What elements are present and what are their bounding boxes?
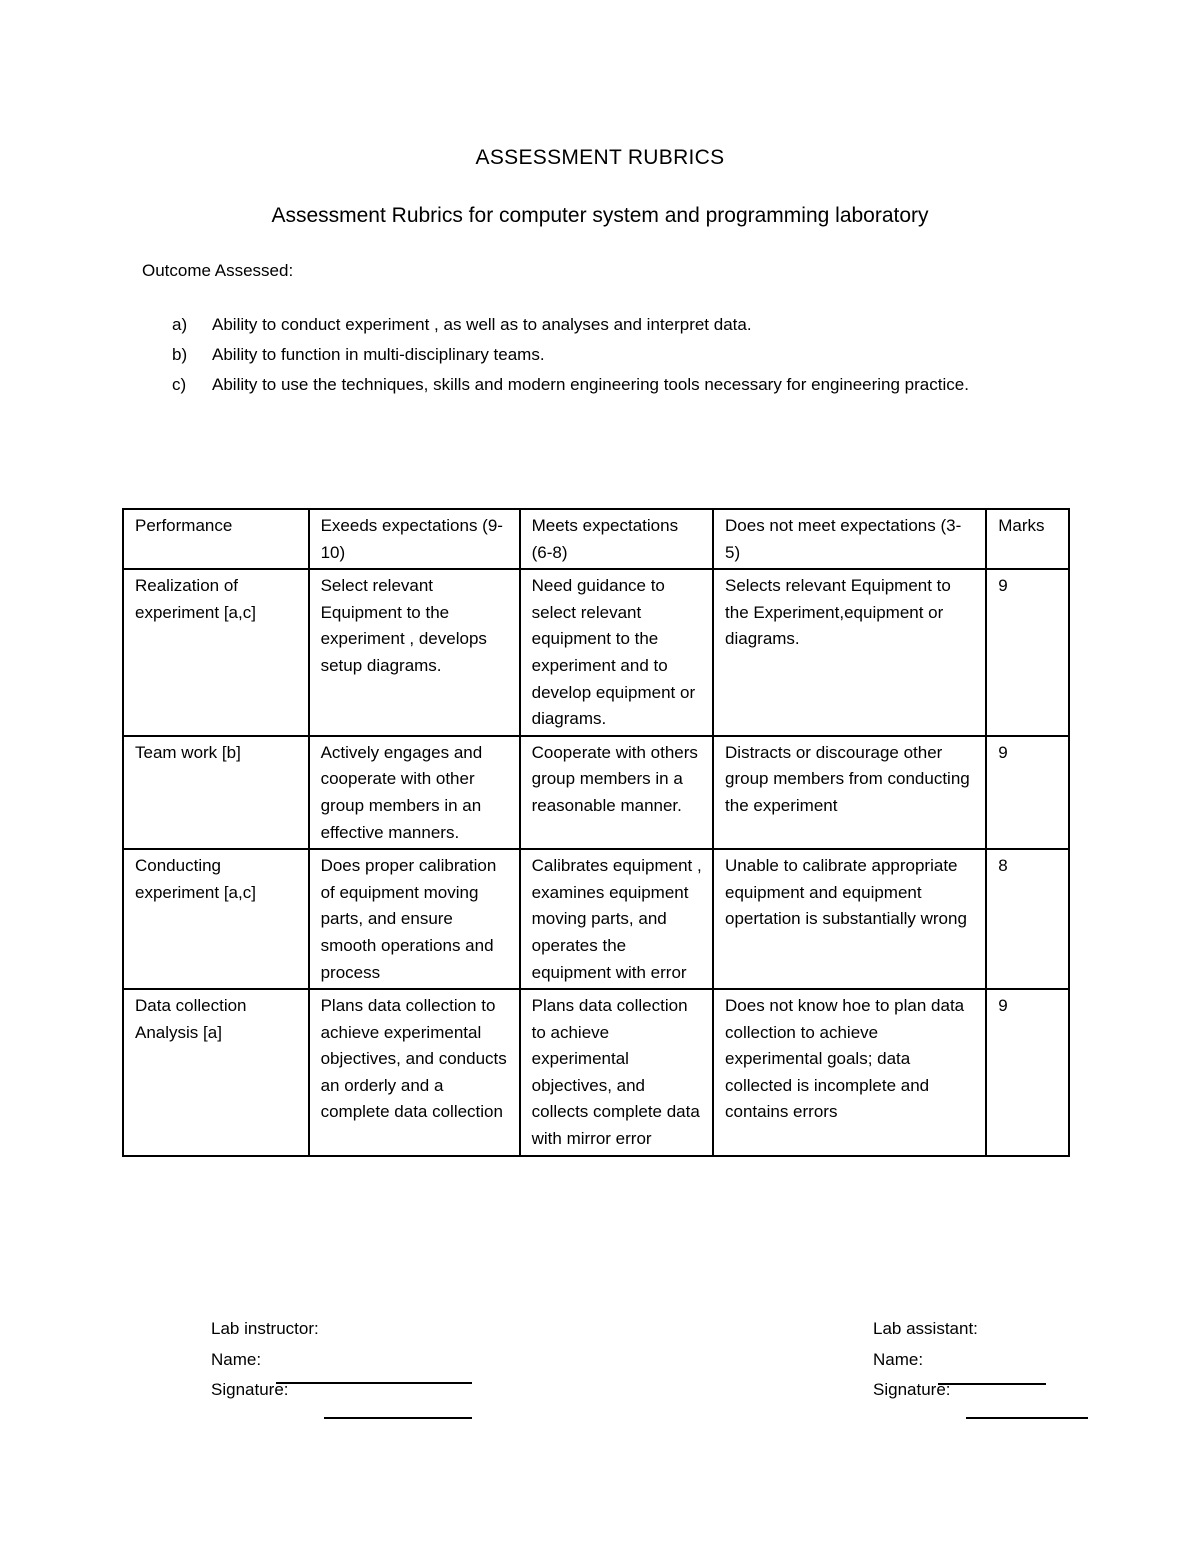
cell-meets: Plans data collection to achieve experimental objectives, and collects complete data with mirror error <box>520 989 713 1156</box>
cell-exceeds: Actively engages and cooperate with other group members in an effective manners. <box>309 736 520 849</box>
outcome-marker: a) <box>172 315 188 334</box>
instructor-role-label: Lab instructor: <box>211 1319 319 1338</box>
assistant-role-label: Lab assistant: <box>873 1319 978 1338</box>
instructor-signature-line-lower <box>324 1417 472 1419</box>
outcome-item-c <box>172 370 1032 400</box>
instructor-name-label: Name: <box>211 1349 262 1369</box>
cell-marks: 8 <box>986 849 1069 989</box>
header-exceeds: Exeeds expectations (9-10) <box>309 509 520 569</box>
table-header-row <box>123 509 1069 569</box>
cell-marks: 9 <box>986 569 1069 736</box>
cell-performance: Conducting experiment [a,c] <box>123 849 309 989</box>
cell-performance: Team work [b] <box>123 736 309 849</box>
outcome-item-b <box>172 340 1032 370</box>
cell-marks: 9 <box>986 736 1069 849</box>
assistant-signature-label: Signature: <box>873 1380 951 1399</box>
outcome-text: Ability to use the techniques, skills and modern engineering tools necessary for engineering practice. <box>212 375 969 394</box>
outcome-list <box>172 310 1032 400</box>
outcome-marker: c) <box>172 375 187 394</box>
outcome-text: Ability to conduct experiment , as well as to analyses and interpret data. <box>212 315 752 334</box>
outcome-text: Ability to function in multi-disciplinary teams. <box>212 345 545 364</box>
cell-exceeds: Select relevant Equipment to the experiment , develops setup diagrams. <box>309 569 520 736</box>
assistant-name-label: Name: <box>873 1349 924 1369</box>
cell-not-meet: Does not know hoe to plan data collection to achieve experimental goals; data collected is incomplete and contains errors <box>713 989 986 1156</box>
cell-not-meet: Distracts or discourage other group members from conducting the experiment <box>713 736 986 849</box>
assistant-signature-line-lower <box>966 1417 1088 1419</box>
cell-marks: 9 <box>986 989 1069 1156</box>
header-marks: Marks <box>986 509 1069 569</box>
rubric-table <box>122 508 1070 1157</box>
cell-exceeds: Does proper calibration of equipment moving parts, and ensure smooth operations and process <box>309 849 520 989</box>
cell-meets: Cooperate with others group members in a reasonable manner. <box>520 736 713 849</box>
cell-meets: Need guidance to select relevant equipment to the experiment and to develop equipment or diagrams. <box>520 569 713 736</box>
page-title: ASSESSMENT RUBRICS <box>475 146 725 169</box>
cell-performance: Data collection Analysis [a] <box>123 989 309 1156</box>
assistant-signature-line <box>938 1383 1046 1385</box>
table-row <box>123 736 1069 849</box>
instructor-signature-label: Signature: <box>211 1380 289 1399</box>
header-performance: Performance <box>123 509 309 569</box>
cell-not-meet: Unable to calibrate appropriate equipment and equipment opertation is substantially wrong <box>713 849 986 989</box>
table-row <box>123 569 1069 736</box>
cell-not-meet: Selects relevant Equipment to the Experiment,equipment or diagrams. <box>713 569 986 736</box>
outcome-label: Outcome Assessed: <box>142 261 294 280</box>
table-row <box>123 849 1069 989</box>
cell-performance: Realization of experiment [a,c] <box>123 569 309 736</box>
table-row <box>123 989 1069 1156</box>
assistant-signature-block <box>873 1314 978 1406</box>
outcome-item-a <box>172 310 1032 340</box>
instructor-signature-line <box>276 1382 472 1384</box>
outcome-marker: b) <box>172 345 188 364</box>
instructor-signature-block <box>211 1314 319 1406</box>
cell-meets: Calibrates equipment , examines equipment moving parts, and operates the equipment with error <box>520 849 713 989</box>
page-subtitle: Assessment Rubrics for computer system and programming laboratory <box>271 204 929 227</box>
header-not-meet: Does not meet expectations (3-5) <box>713 509 986 569</box>
header-meets: Meets expectations (6-8) <box>520 509 713 569</box>
cell-exceeds: Plans data collection to achieve experimental objectives, and conducts an orderly and a complete data collection <box>309 989 520 1156</box>
